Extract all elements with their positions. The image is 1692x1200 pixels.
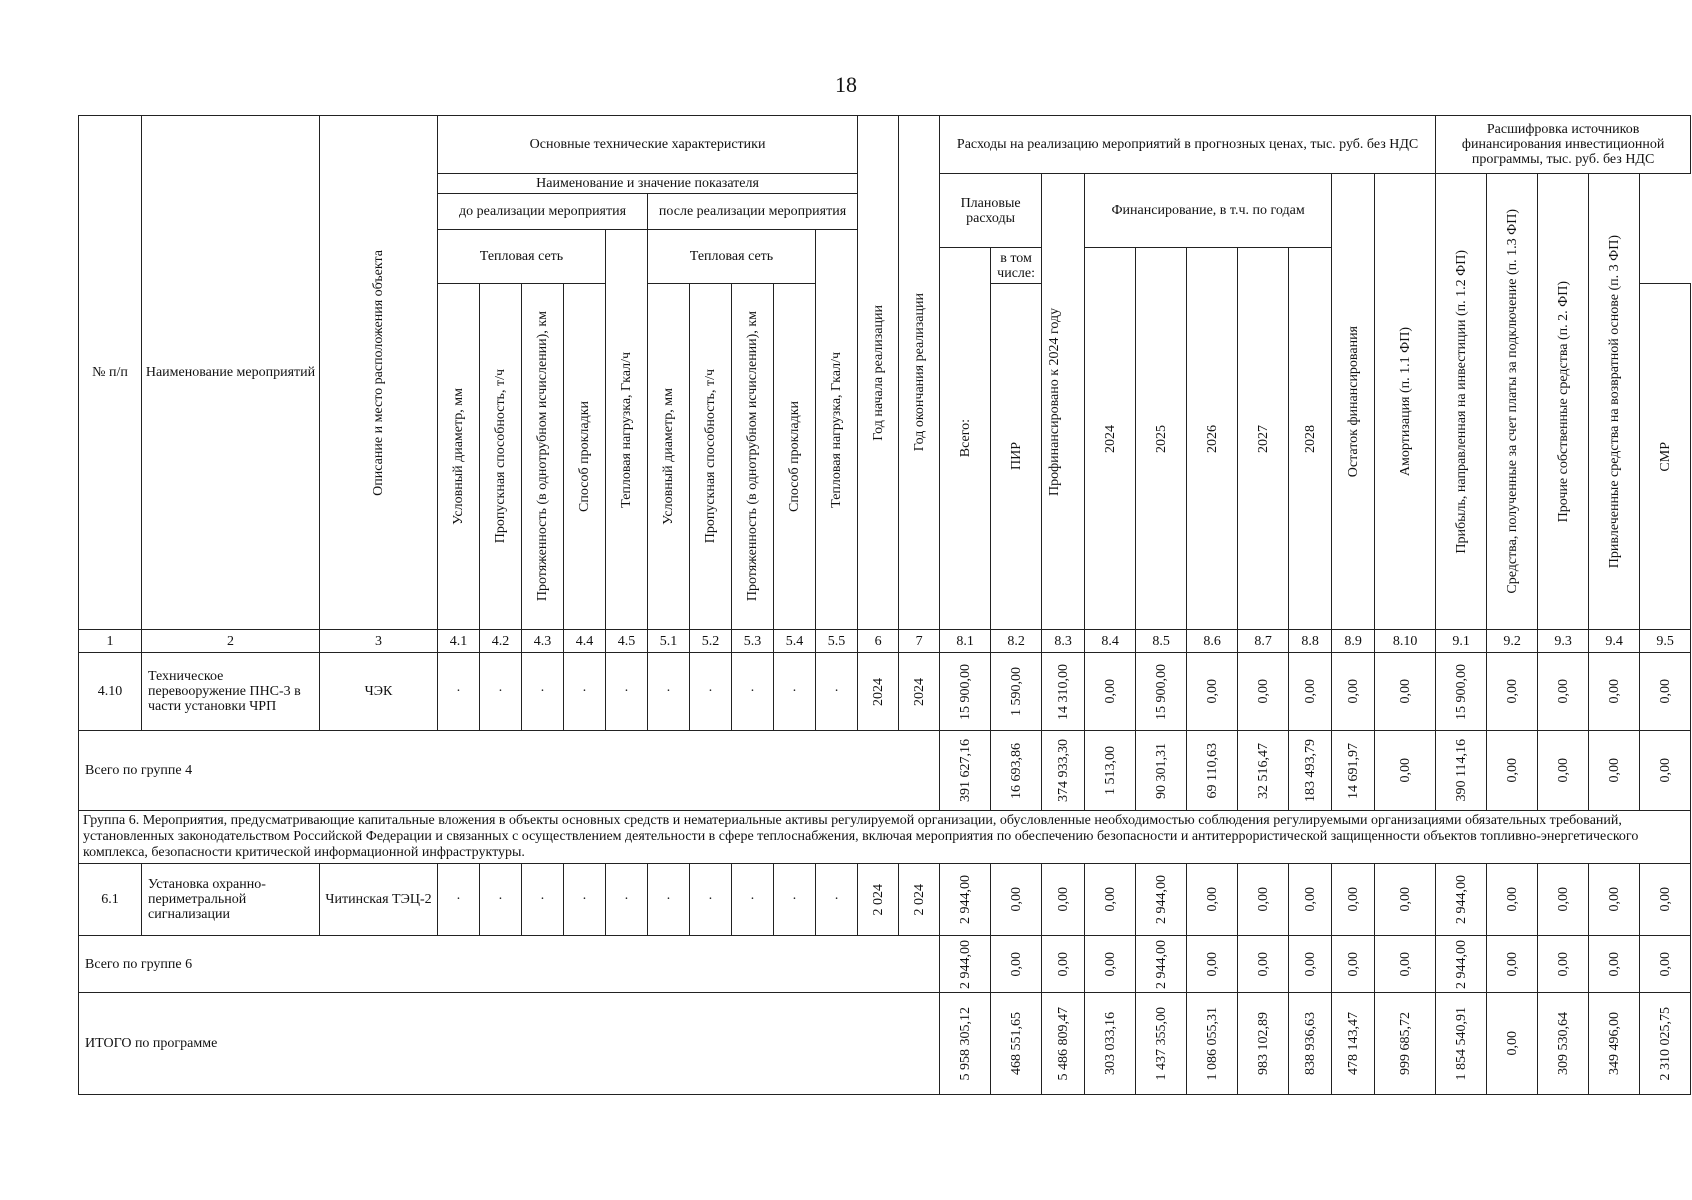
value: 0,00	[1397, 758, 1413, 783]
value-cell	[940, 936, 991, 993]
year-start: 2 024	[870, 883, 886, 916]
value: 0,00	[1345, 679, 1361, 704]
tech-value-cell	[774, 864, 816, 936]
value-cell	[1589, 864, 1640, 936]
hdr-remainder: Остаток финансирования	[1345, 325, 1361, 478]
hdr-y2024: 2024	[1102, 424, 1118, 453]
row-name: Техническое перевооружение ПНС-3 в части установки ЧРП	[142, 653, 320, 731]
value: 0,00	[1397, 679, 1413, 704]
tech-value: ·	[540, 684, 545, 699]
value-cell	[1332, 653, 1375, 731]
value-cell	[1136, 936, 1187, 993]
hdr-year-end: Год окончания реализации	[911, 293, 927, 452]
value: 0,00	[1555, 758, 1571, 783]
hdr-tech: Основные технические характеристики	[438, 116, 858, 174]
column-number-row	[79, 630, 1691, 653]
tech-value: ·	[708, 684, 713, 699]
value: 478 143,47	[1345, 1012, 1361, 1075]
hdr-y2025: 2025	[1153, 424, 1169, 453]
value-cell	[1042, 993, 1085, 1095]
tech-value: ·	[750, 684, 755, 699]
hdr-s1: Амортизация (п. 1.1 ФП)	[1397, 326, 1413, 477]
value-cell	[1085, 864, 1136, 936]
total-group-6-label: Всего по группе 6	[79, 936, 940, 993]
tech-value: ·	[666, 892, 671, 907]
value: 349 496,00	[1606, 1012, 1622, 1075]
value-cell	[1538, 653, 1589, 731]
value-cell	[1640, 731, 1691, 811]
value: 0,00	[1504, 951, 1520, 977]
hdr-heatnet-before: Тепловая сеть	[438, 230, 606, 284]
value: 1 086 055,31	[1204, 1006, 1220, 1081]
value: 0,00	[1657, 758, 1673, 783]
hdr-financing: Финансирование, в т.ч. по годам	[1085, 174, 1332, 248]
value: 69 110,63	[1204, 742, 1220, 799]
hdr-smr: СМР	[1657, 441, 1673, 472]
column-number: 5.3	[732, 630, 774, 653]
value: 468 551,65	[1008, 1012, 1024, 1075]
hdr-load-before: Тепловая нагрузка, Гкал/ч	[619, 351, 634, 508]
column-number: 9.4	[1589, 630, 1640, 653]
row-number: 6.1	[79, 864, 142, 936]
value-cell	[1289, 653, 1332, 731]
value-cell	[1487, 864, 1538, 936]
column-number: 9.5	[1640, 630, 1691, 653]
column-number: 6	[858, 630, 899, 653]
tech-value: ·	[498, 892, 503, 907]
column-number: 4.5	[606, 630, 648, 653]
value: 0,00	[1606, 887, 1622, 912]
grand-total-label: ИТОГО по программе	[79, 993, 940, 1095]
value: 0,00	[1255, 951, 1271, 977]
column-number: 7	[899, 630, 940, 653]
column-number: 8.4	[1085, 630, 1136, 653]
value-cell	[991, 653, 1042, 731]
value-cell	[991, 731, 1042, 811]
value: 0,00	[1204, 679, 1220, 704]
value-cell	[1589, 731, 1640, 811]
tech-value-cell	[816, 653, 858, 731]
value: 0,00	[1657, 951, 1673, 977]
value: 1 590,00	[1008, 667, 1024, 716]
value-cell	[1187, 864, 1238, 936]
tech-value: ·	[834, 892, 839, 907]
column-number: 5.2	[690, 630, 732, 653]
tech-value-cell	[606, 653, 648, 731]
value-cell	[1289, 993, 1332, 1095]
column-number: 5.5	[816, 630, 858, 653]
value: 374 933,30	[1055, 739, 1071, 802]
hdr-s5: Привлеченные средства на возвратной основе (п. 3 ФП)	[1606, 234, 1622, 569]
value-cell	[1332, 731, 1375, 811]
year-end-cell	[899, 653, 940, 731]
hdr-year-start: Год начала реализации	[870, 304, 886, 441]
tech-value-cell	[480, 864, 522, 936]
table-row-total-group-6	[79, 936, 1691, 993]
column-number: 8.2	[991, 630, 1042, 653]
year-start-cell	[858, 653, 899, 731]
value: 0,00	[1606, 951, 1622, 977]
tech-value-cell	[522, 864, 564, 936]
hdr-costs: Расходы на реализацию мероприятий в прогнозных ценах, тыс. руб. без НДС	[940, 116, 1436, 174]
table-row-6-1	[79, 864, 1691, 936]
value-cell	[1436, 864, 1487, 936]
value-cell	[940, 864, 991, 936]
value: 0,00	[1345, 951, 1361, 977]
tech-value: ·	[834, 684, 839, 699]
value-cell	[1187, 731, 1238, 811]
hdr-length-after: Протяженность (в однотрубном исчислении), км	[745, 311, 760, 602]
hdr-indicator: Наименование и значение показателя	[438, 174, 858, 194]
hdr-including: в том числе:	[991, 248, 1042, 284]
value-cell	[1136, 864, 1187, 936]
page-number: 18	[835, 72, 857, 97]
value: 0,00	[1606, 679, 1622, 704]
column-number: 8.6	[1187, 630, 1238, 653]
value: 0,00	[1055, 887, 1071, 912]
value-cell	[1136, 993, 1187, 1095]
value: 391 627,16	[957, 739, 973, 802]
value-cell	[1187, 936, 1238, 993]
value: 183 493,79	[1302, 739, 1318, 802]
tech-value: ·	[624, 892, 629, 907]
hdr-laying-before: Способ прокладки	[577, 401, 592, 512]
tech-value-cell	[732, 653, 774, 731]
value: 15 900,00	[1453, 663, 1469, 720]
tech-value-cell	[732, 864, 774, 936]
column-number: 8.5	[1136, 630, 1187, 653]
tech-value: ·	[792, 684, 797, 699]
column-number: 4.4	[564, 630, 606, 653]
value: 2 944,00	[1453, 875, 1469, 924]
value: 0,00	[1504, 679, 1520, 704]
value: 0,00	[1302, 951, 1318, 977]
value-cell	[1538, 936, 1589, 993]
table-row-total-group-4	[79, 731, 1691, 811]
value-cell	[1238, 993, 1289, 1095]
value-cell	[1640, 993, 1691, 1095]
value: 0,00	[1204, 951, 1220, 977]
tech-value: ·	[750, 892, 755, 907]
value-cell	[1436, 993, 1487, 1095]
value-cell	[1289, 864, 1332, 936]
value-cell	[1487, 731, 1538, 811]
value-cell	[1589, 936, 1640, 993]
tech-value: ·	[540, 892, 545, 907]
tech-value-cell	[774, 653, 816, 731]
hdr-y2028: 2028	[1302, 424, 1318, 453]
value: 5 958 305,12	[957, 1006, 973, 1081]
value-cell	[1436, 731, 1487, 811]
column-number: 2	[142, 630, 320, 653]
value: 14 310,00	[1055, 663, 1071, 720]
value: 2 944,00	[1153, 939, 1169, 989]
value-cell	[1238, 653, 1289, 731]
value: 983 102,89	[1255, 1012, 1271, 1075]
value: 0,00	[1397, 951, 1413, 977]
tech-value-cell	[438, 653, 480, 731]
value-cell	[1375, 731, 1436, 811]
tech-value: ·	[624, 684, 629, 699]
tech-value-cell	[648, 864, 690, 936]
table-row-grand-total	[79, 993, 1691, 1095]
value: 0,00	[1606, 758, 1622, 783]
value-cell	[991, 993, 1042, 1095]
value: 0,00	[1657, 887, 1673, 912]
tech-value-cell	[564, 864, 606, 936]
tech-value: ·	[498, 684, 503, 699]
value: 14 691,97	[1345, 742, 1361, 799]
tech-value: ·	[582, 684, 587, 699]
value-cell	[1332, 993, 1375, 1095]
year-end: 2024	[911, 677, 927, 706]
hdr-load-after: Тепловая нагрузка, Гкал/ч	[829, 351, 845, 508]
hdr-after: после реализации мероприятия	[648, 194, 858, 230]
hdr-num: № п/п	[79, 116, 142, 630]
value-cell	[1375, 993, 1436, 1095]
value-cell	[1238, 864, 1289, 936]
value: 15 900,00	[1153, 663, 1169, 720]
value: 2 944,00	[957, 939, 973, 989]
value: 2 944,00	[1453, 939, 1469, 989]
value-cell	[1136, 653, 1187, 731]
hdr-diam-before: Условный диаметр, мм	[451, 388, 466, 525]
value-cell	[1332, 864, 1375, 936]
total-group-4-label: Всего по группе 4	[79, 731, 940, 811]
hdr-s3: Средства, полученные за счет платы за подключение (п. 1.3 ФП)	[1504, 209, 1520, 594]
hdr-place: Описание и место расположения объекта	[371, 249, 386, 496]
value: 15 900,00	[957, 663, 973, 720]
column-number: 3	[320, 630, 438, 653]
hdr-capacity-before: Пропускная способность, т/ч	[493, 369, 508, 544]
tech-value-cell	[816, 864, 858, 936]
value: 0,00	[1204, 887, 1220, 912]
value-cell	[1538, 731, 1589, 811]
row-place: Читинская ТЭЦ-2	[320, 864, 438, 936]
hdr-before: до реализации мероприятия	[438, 194, 648, 230]
tech-value-cell	[564, 653, 606, 731]
value-cell	[1042, 731, 1085, 811]
column-number: 8.8	[1289, 630, 1332, 653]
hdr-heatnet-after: Тепловая сеть	[648, 230, 816, 284]
column-number: 5.1	[648, 630, 690, 653]
value: 838 936,63	[1302, 1012, 1318, 1075]
tech-value-cell	[438, 864, 480, 936]
value-cell	[1042, 864, 1085, 936]
value: 390 114,16	[1453, 739, 1469, 802]
value: 2 944,00	[1153, 875, 1169, 924]
column-number: 4.2	[480, 630, 522, 653]
value: 1 437 355,00	[1153, 1006, 1169, 1081]
value-cell	[1487, 993, 1538, 1095]
tech-value: ·	[582, 892, 587, 907]
value: 0,00	[1302, 887, 1318, 912]
value-cell	[991, 936, 1042, 993]
value-cell	[991, 864, 1042, 936]
tech-value-cell	[648, 653, 690, 731]
value: 0,00	[1008, 887, 1024, 912]
value: 1 854 540,91	[1453, 1006, 1469, 1081]
column-number: 9.1	[1436, 630, 1487, 653]
value: 0,00	[1397, 887, 1413, 912]
value: 0,00	[1302, 679, 1318, 704]
tech-value-cell	[690, 653, 732, 731]
value-cell	[1187, 993, 1238, 1095]
value: 999 685,72	[1397, 1012, 1413, 1075]
value: 1 513,00	[1102, 746, 1118, 795]
hdr-total: Всего:	[957, 419, 973, 458]
hdr-laying-after: Способ прокладки	[787, 401, 802, 512]
value-cell	[1136, 731, 1187, 811]
value: 309 530,64	[1555, 1012, 1571, 1075]
hdr-s4: Прочие собственные средства (п. 2. ФП)	[1555, 280, 1571, 523]
value-cell	[1085, 936, 1136, 993]
row-place: ЧЭК	[320, 653, 438, 731]
year-start-cell	[858, 864, 899, 936]
table-row-group-6-title	[79, 811, 1691, 864]
value-cell	[1238, 731, 1289, 811]
value-cell	[1042, 653, 1085, 731]
hdr-y2027: 2027	[1255, 424, 1271, 453]
value-cell	[1487, 936, 1538, 993]
hdr-sources: Расшифровка источников финансирования инвестиционной программы, тыс. руб. без НДС	[1436, 116, 1691, 174]
column-number: 8.10	[1375, 630, 1436, 653]
value: 32 516,47	[1255, 742, 1271, 799]
value: 0,00	[1504, 758, 1520, 783]
column-number: 5.4	[774, 630, 816, 653]
value-cell	[1640, 864, 1691, 936]
tech-value-cell	[606, 864, 648, 936]
column-number: 8.9	[1332, 630, 1375, 653]
value: 0,00	[1102, 951, 1118, 977]
value-cell	[1375, 653, 1436, 731]
value-cell	[940, 731, 991, 811]
value: 16 693,86	[1008, 742, 1024, 799]
value: 0,00	[1255, 887, 1271, 912]
column-number: 9.2	[1487, 630, 1538, 653]
value: 0,00	[1504, 887, 1520, 912]
value: 0,00	[1255, 679, 1271, 704]
value-cell	[940, 653, 991, 731]
value: 0,00	[1504, 1031, 1520, 1056]
table-row-4-10	[79, 653, 1691, 731]
value-cell	[1289, 731, 1332, 811]
value-cell	[1085, 731, 1136, 811]
value: 2 944,00	[957, 875, 973, 924]
value-cell	[1640, 936, 1691, 993]
column-number: 8.7	[1238, 630, 1289, 653]
value-cell	[1238, 936, 1289, 993]
value-cell	[1289, 936, 1332, 993]
value-cell	[1538, 993, 1589, 1095]
value-cell	[1375, 936, 1436, 993]
row-number: 4.10	[79, 653, 142, 731]
hdr-diam-after: Условный диаметр, мм	[661, 388, 676, 525]
value-cell	[1042, 936, 1085, 993]
value: 0,00	[1345, 887, 1361, 912]
value-cell	[1436, 653, 1487, 731]
value: 0,00	[1555, 887, 1571, 912]
value-cell	[1375, 864, 1436, 936]
year-end-cell	[899, 864, 940, 936]
value-cell	[1187, 653, 1238, 731]
value-cell	[1332, 936, 1375, 993]
hdr-prefinanced: Профинансировано к 2024 году	[1047, 307, 1063, 496]
tech-value-cell	[690, 864, 732, 936]
tech-value: ·	[792, 892, 797, 907]
value: 0,00	[1555, 679, 1571, 704]
column-number: 8.3	[1042, 630, 1085, 653]
hdr-capacity-after: Пропускная способность, т/ч	[703, 369, 718, 544]
value: 0,00	[1055, 951, 1071, 977]
value: 0,00	[1102, 887, 1118, 912]
row-name: Установка охранно-периметральной сигнализации	[142, 864, 320, 936]
year-start: 2024	[870, 677, 886, 706]
column-number: 8.1	[940, 630, 991, 653]
hdr-pir: ПИР	[1008, 442, 1024, 471]
value: 5 486 809,47	[1055, 1006, 1071, 1081]
column-number: 4.1	[438, 630, 480, 653]
value-cell	[1640, 653, 1691, 731]
value-cell	[940, 993, 991, 1095]
group-6-title: Группа 6. Мероприятия, предусматривающие капитальные вложения в объекты основных средств и нематериальные активы регулируемой организации, обусловленные необходимостью соблюдения регулируемыми организациями обязательных требований, установленных законодательством Российской Федерации и связанных с осуществлением деятельности в сфере теплоснабжения, включая мероприятия по обеспечению безопасности и антитеррористической защищенности объектов топливно-энергетического комплекса, безопасности критической информационной инфраструктуры.	[79, 811, 1691, 864]
hdr-y2026: 2026	[1204, 424, 1220, 453]
value-cell	[1487, 653, 1538, 731]
column-number: 1	[79, 630, 142, 653]
value: 0,00	[1555, 951, 1571, 977]
value-cell	[1436, 936, 1487, 993]
hdr-planned: Плановые расходы	[940, 174, 1042, 248]
tech-value: ·	[666, 684, 671, 699]
value: 2 310 025,75	[1657, 1006, 1673, 1081]
hdr-name: Наименование мероприятий	[142, 116, 320, 630]
value: 90 301,31	[1153, 742, 1169, 799]
value: 0,00	[1657, 679, 1673, 704]
value: 0,00	[1008, 951, 1024, 977]
tech-value: ·	[708, 892, 713, 907]
column-number: 4.3	[522, 630, 564, 653]
year-end: 2 024	[911, 883, 927, 916]
value-cell	[1589, 653, 1640, 731]
investment-program-table	[78, 115, 1691, 1095]
tech-value-cell	[480, 653, 522, 731]
value-cell	[1589, 993, 1640, 1095]
value: 303 033,16	[1102, 1012, 1118, 1075]
hdr-length-before: Протяженность (в однотрубном исчислении), км	[535, 311, 550, 602]
value: 0,00	[1102, 679, 1118, 704]
value-cell	[1538, 864, 1589, 936]
hdr-s2: Прибыль, направленная на инвестиции (п. 1.2 ФП)	[1453, 249, 1469, 554]
column-number: 9.3	[1538, 630, 1589, 653]
value-cell	[1085, 653, 1136, 731]
tech-value-cell	[522, 653, 564, 731]
tech-value: ·	[456, 684, 461, 699]
tech-value: ·	[456, 892, 461, 907]
value-cell	[1085, 993, 1136, 1095]
